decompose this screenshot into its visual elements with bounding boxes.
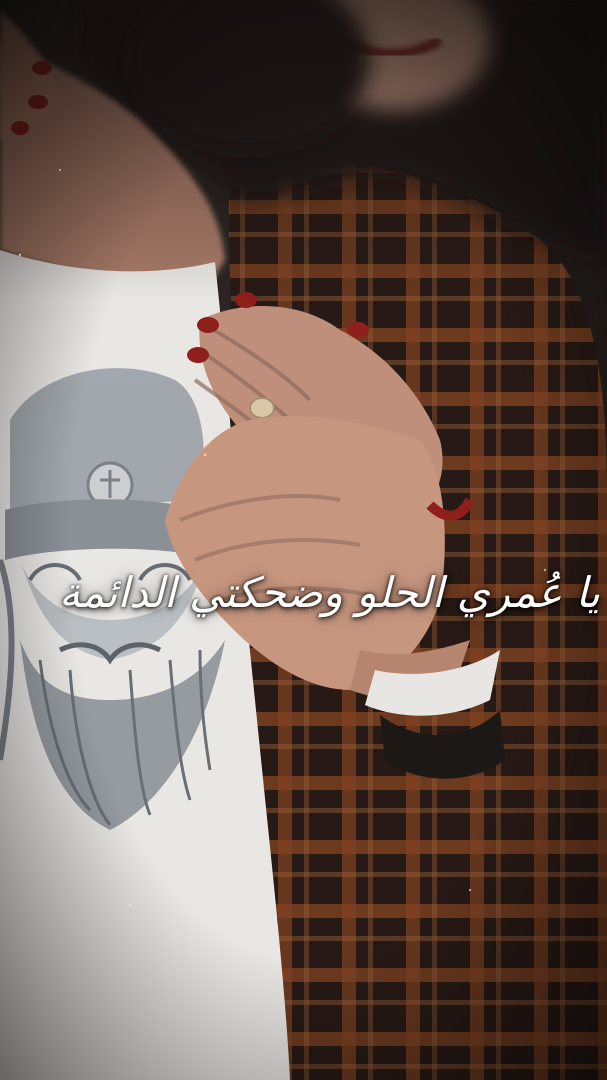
arabic-caption: يا عُمري الحلو وضحكتي الدائمة [58,568,600,617]
